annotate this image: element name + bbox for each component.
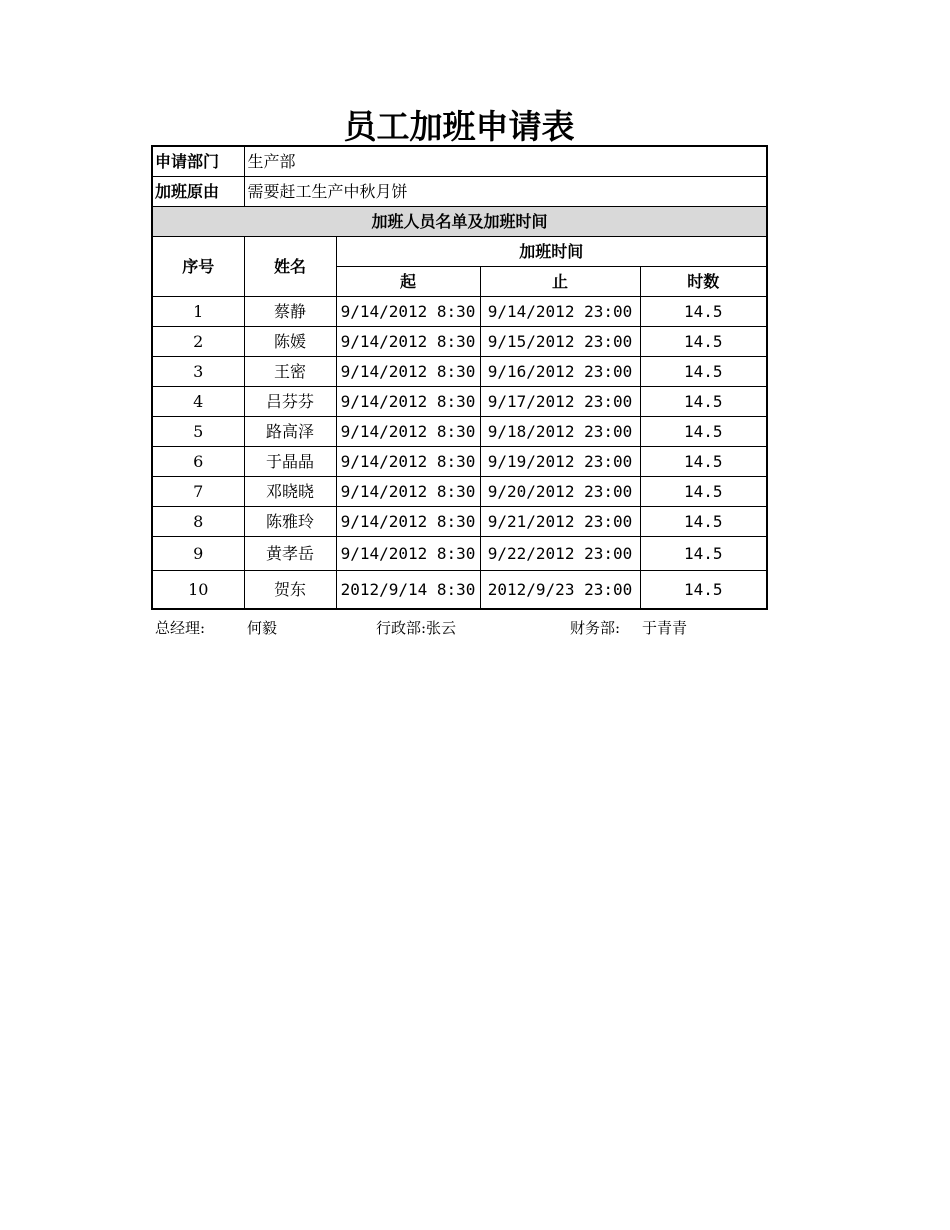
row-name: 吕芬芬 — [244, 387, 336, 417]
row-end: 9/16/2012 23:00 — [480, 357, 640, 387]
row-seq: 7 — [152, 477, 244, 507]
gm-label: 总经理: — [155, 619, 206, 637]
row-hours: 14.5 — [640, 507, 767, 537]
name-header: 姓名 — [244, 237, 336, 297]
row-name: 于晶晶 — [244, 447, 336, 477]
row-start: 9/14/2012 8:30 — [336, 297, 480, 327]
row-start: 9/14/2012 8:30 — [336, 477, 480, 507]
table-row — [152, 507, 767, 537]
row-end: 9/17/2012 23:00 — [480, 387, 640, 417]
table-row — [152, 447, 767, 477]
table-row — [152, 357, 767, 387]
row-name: 陈雅玲 — [244, 507, 336, 537]
row-seq: 6 — [152, 447, 244, 477]
row-hours: 14.5 — [640, 387, 767, 417]
row-hours: 14.5 — [640, 417, 767, 447]
row-hours: 14.5 — [640, 327, 767, 357]
row-end: 9/22/2012 23:00 — [480, 537, 640, 571]
form-title: 员工加班申请表 — [343, 107, 575, 146]
row-end: 9/15/2012 23:00 — [480, 327, 640, 357]
seq-header: 序号 — [152, 237, 244, 297]
dept-label: 申请部门 — [152, 146, 244, 177]
row-start: 9/14/2012 8:30 — [336, 417, 480, 447]
row-seq: 5 — [152, 417, 244, 447]
table-row — [152, 387, 767, 417]
row-hours: 14.5 — [640, 357, 767, 387]
reason-row — [152, 177, 767, 207]
row-name: 邓晓晓 — [244, 477, 336, 507]
row-start: 9/14/2012 8:30 — [336, 387, 480, 417]
row-start: 9/14/2012 8:30 — [336, 357, 480, 387]
row-name: 路高泽 — [244, 417, 336, 447]
row-seq: 1 — [152, 297, 244, 327]
row-end: 9/21/2012 23:00 — [480, 507, 640, 537]
row-hours: 14.5 — [640, 447, 767, 477]
row-name: 蔡静 — [244, 297, 336, 327]
header-row-1 — [152, 237, 767, 267]
row-start: 9/14/2012 8:30 — [336, 447, 480, 477]
row-start: 9/14/2012 8:30 — [336, 327, 480, 357]
row-end: 9/20/2012 23:00 — [480, 477, 640, 507]
reason-value: 需要赶工生产中秋月饼 — [244, 177, 767, 207]
row-hours: 14.5 — [640, 537, 767, 571]
dept-value: 生产部 — [244, 146, 767, 177]
admin-signature: 行政部:张云 — [376, 619, 457, 637]
row-name: 贺东 — [244, 571, 336, 610]
row-name: 陈媛 — [244, 327, 336, 357]
row-seq: 9 — [152, 537, 244, 571]
row-name: 黄孝岳 — [244, 537, 336, 571]
overtime-header: 加班时间 — [336, 237, 767, 267]
table-row — [152, 571, 767, 610]
hours-header: 时数 — [640, 267, 767, 297]
row-start: 2012/9/14 8:30 — [336, 571, 480, 610]
row-seq: 2 — [152, 327, 244, 357]
table-row — [152, 537, 767, 571]
dept-row — [152, 146, 767, 177]
table-row — [152, 297, 767, 327]
signature-footer — [0, 617, 950, 639]
table-row — [152, 327, 767, 357]
section-title: 加班人员名单及加班时间 — [152, 207, 767, 237]
row-end: 9/19/2012 23:00 — [480, 447, 640, 477]
section-row — [152, 207, 767, 237]
row-end: 9/18/2012 23:00 — [480, 417, 640, 447]
row-name: 王密 — [244, 357, 336, 387]
overtime-form-table — [151, 145, 768, 610]
table-row — [152, 477, 767, 507]
row-hours: 14.5 — [640, 477, 767, 507]
start-header: 起 — [336, 267, 480, 297]
row-start: 9/14/2012 8:30 — [336, 507, 480, 537]
row-hours: 14.5 — [640, 297, 767, 327]
gm-name: 何毅 — [247, 619, 278, 637]
row-end: 9/14/2012 23:00 — [480, 297, 640, 327]
row-end: 2012/9/23 23:00 — [480, 571, 640, 610]
row-seq: 4 — [152, 387, 244, 417]
row-hours: 14.5 — [640, 571, 767, 610]
reason-label: 加班原由 — [152, 177, 244, 207]
finance-name: 于青青 — [642, 619, 688, 637]
row-seq: 3 — [152, 357, 244, 387]
row-start: 9/14/2012 8:30 — [336, 537, 480, 571]
table-row — [152, 417, 767, 447]
finance-label: 财务部: — [570, 619, 621, 637]
end-header: 止 — [480, 267, 640, 297]
row-seq: 10 — [152, 571, 244, 610]
row-seq: 8 — [152, 507, 244, 537]
